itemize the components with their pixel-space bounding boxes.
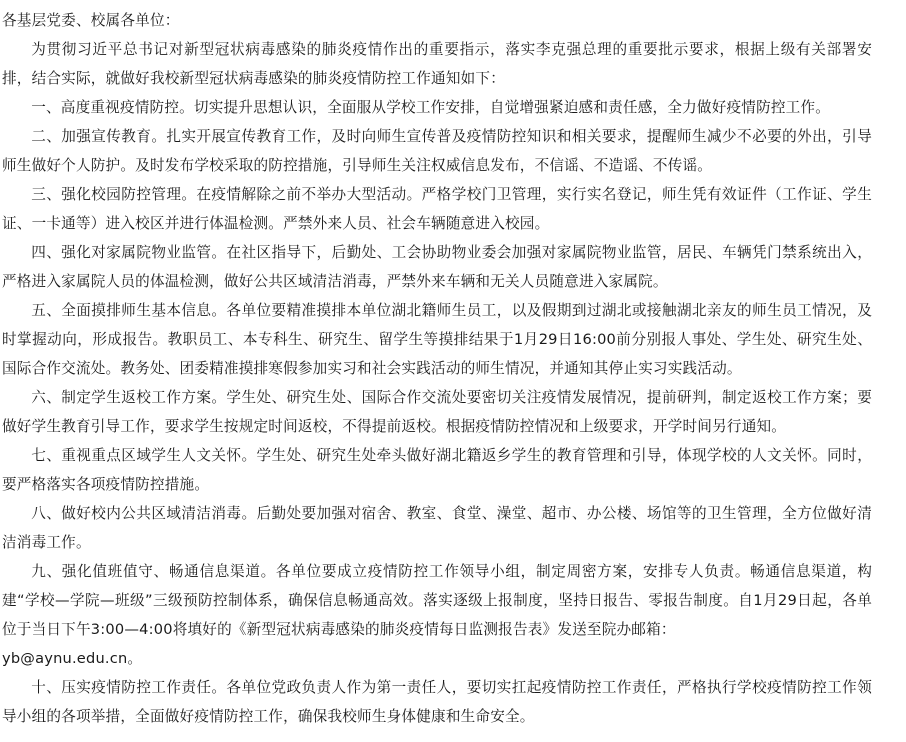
notice-item-6: 六、制定学生返校工作方案。学生处、研究生处、国际合作交流处要密切关注疫情发展情况，提前研判，制定返校工作方案；要做好学生教育引导工作，要求学生按规定时间返校，不得提前返校。根据疫情防控情况和上级要求，开学时间另行通知。 [2,389,872,435]
notice-item-5: 五、全面摸排师生基本信息。各单位要精准摸排本单位湖北籍师生员工，以及假期到过湖北或接触湖北亲友的师生员工情况，及时掌握动向，形成报告。教职员工、本专科生、研究生、留学生等摸排结果于1月29日16:00前分别报人事处、学生处、研究生处、国际合作交流处。教务处、团委精准摸排寒假参加实习和社会实践活动的师生情况，并通知其停止实习实践活动。 [2,302,872,377]
notice-item-8: 八、做好校内公共区域清洁消毒。后勤处要加强对宿舍、教室、食堂、澡堂、超市、办公楼、场馆等的卫生管理，全方位做好清洁消毒工作。 [2,505,872,551]
notice-greeting: 各基层党委、校属各单位： [2,12,180,29]
notice-item-4: 四、强化对家属院物业监管。在社区指导下，后勤处、工会协助物业委会加强对家属院物业监管，居民、车辆凭门禁系统出入，严格进入家属院人员的体温检测，做好公共区域清洁消毒，严禁外来车辆和无关人员随意进入家属院。 [2,244,872,290]
notice-document [2,6,872,731]
notice-item-3: 三、强化校园防控管理。在疫情解除之前不举办大型活动。严格学校门卫管理，实行实名登记，师生凭有效证件（工作证、学生证、一卡通等）进入校区并进行体温检测。严禁外来人员、社会车辆随意进入校园。 [2,186,872,232]
notice-intro: 为贯彻习近平总书记对新型冠状病毒感染的肺炎疫情作出的重要指示，落实李克强总理的重要批示要求，根据上级有关部署安排，结合实际，就做好我校新型冠状病毒感染的肺炎疫情防控工作通知如下： [2,41,872,87]
notice-item-7: 七、重视重点区域学生人文关怀。学生处、研究生处牵头做好湖北籍返乡学生的教育管理和引导，体现学校的人文关怀。同时，要严格落实各项疫情防控措施。 [2,447,872,493]
notice-email: yb@aynu.edu.cn。 [2,650,143,667]
notice-item-2: 二、加强宣传教育。扎实开展宣传教育工作，及时向师生宣传普及疫情防控知识和相关要求，提醒师生减少不必要的外出，引导师生做好个人防护。及时发布学校采取的防控措施，引导师生关注权威信息发布，不信谣、不造谣、不传谣。 [2,128,872,174]
notice-item-1: 一、高度重视疫情防控。切实提升思想认识，全面服从学校工作安排，自觉增强紧迫感和责任感，全力做好疫情防控工作。 [31,99,831,116]
notice-item-10: 十、压实疫情防控工作责任。各单位党政负责人作为第一责任人，要切实扛起疫情防控工作责任，严格执行学校疫情防控工作领导小组的各项举措，全面做好疫情防控工作，确保我校师生身体健康和生命安全。 [2,679,872,725]
notice-item-9: 九、强化值班值守、畅通信息渠道。各单位要成立疫情防控工作领导小组，制定周密方案，安排专人负责。畅通信息渠道，构建“学校—学院—班级”三级预防控制体系，确保信息畅通高效。落实逐级上报制度，坚持日报告、零报告制度。自1月29日起，各单位于当日下午3:00—4:00将填好的《新型冠状病毒感染的肺炎疫情每日监测报告表》发送至院办邮箱： [2,563,872,638]
